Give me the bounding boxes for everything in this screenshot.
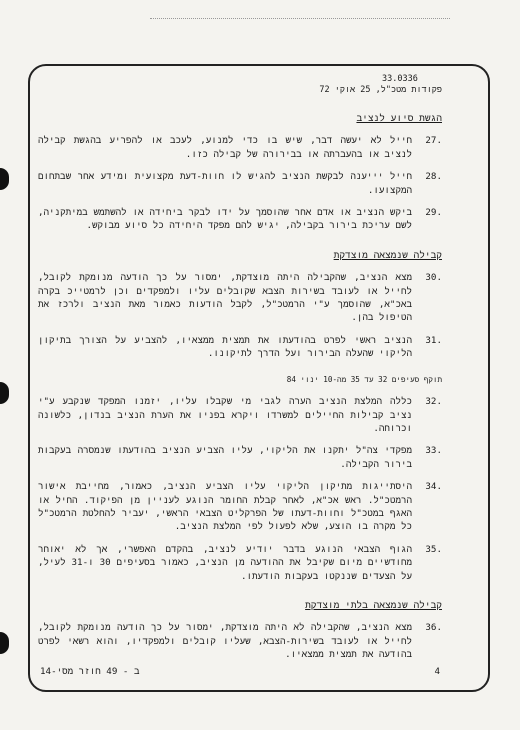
validity-note: תוקף סעיפים 32 עד 35 מה-10 ינוי 84	[286, 374, 442, 384]
paragraph	[38, 134, 442, 161]
paragraph	[38, 543, 442, 583]
section-heading: הגשת סיוע לנציב	[356, 113, 442, 124]
paragraph-text: הנציב ראשי לפרט בהודעתו את תמצית ממצאיו, להצביע על הצורך בתיקון הליקוי שהעלה הבירור ועל הדרך לתיקונו.	[38, 334, 412, 360]
page-footer	[40, 666, 440, 677]
date-line: פקודות מטכ"ל, 25 אוקי 72	[319, 85, 442, 95]
paragraph-number: .31	[425, 334, 442, 346]
top-dotted-line	[150, 18, 450, 29]
paragraph-text: כללה המלצת הנציב הערה לגבי מי שקבלו עליו, יזמנו המפקד שנקבע ע"י נציב קבילות החיילים למשרדו ויקרא בפניו את הערת הנציב בנדון, כלשונה וכרוחה.	[38, 396, 412, 434]
paragraph-text: הגוף הצבאי הנוגע בדבר יודיע לנציב, בהקדם האפשרי, אך לא יאוחר מחודשיים מיום שקיבל את ההודעה מן הנציב, כאמור בסעיפים 30 ו-31 לעיל, על הצעדים שננקטו בעקבות הודעתו.	[38, 543, 413, 582]
paragraph-number: .36	[425, 622, 442, 634]
paragraph-text: חייל לא יעשה דבר, שיש בו כדי למנוע, לעכב או להפריע בהגשת קבילה לנציב או בהעברתה או בבירורה של קבילה כזו.	[38, 135, 412, 160]
paragraph-text: מצא הנציב, שהקבילה היתה מוצדקת, ימסור על כך הודעה מנומקת לקובל, לחייל או לעובד בשירות הצבא שקובלים עליו ולמפקדים וכן לרמטייכ בקרה באכ"א, שהוסמך ע"י הרמטכ"ל, לקבל הודעות כאמור מאת הנציב ולרכז את הטיפול בהן.	[38, 272, 412, 324]
paragraph-text: חייל יייענה לבקשת הנציב להגיש לו חוות-דעת מקצועית ומידע אחר שבתחום המקצועו.	[38, 171, 412, 196]
paragraph	[38, 170, 442, 197]
paragraph-text: היסתייגות מתיקון הליקוי עליו הצביע הנציב, כאמור, מחייבת אישור הרמטכ"ל. ראש אכ"א, לאחר קבלת החומר הנוגע לעניין מן הפיקוד. החיל או האגף במטכ"ל וחוות-דעתו של הפרקליט הצבאי הראשי, יעביר להחלטת הרמטכ"ל כל מקרה בו הוצע, שלא לפעול לפי המלצת הנציב.	[38, 481, 412, 533]
paragraph-number: .27	[425, 135, 442, 147]
paragraph-number: .28	[425, 171, 442, 183]
paragraph-number: .35	[425, 543, 442, 555]
paragraph	[38, 621, 442, 661]
paragraph	[38, 395, 442, 435]
paragraph-text: מפקדי צה"ל יתקנו את הליקוי, עליו הצביע הנציב בהודעתו שנמסרה בעקבות בירור הקבילה.	[38, 445, 412, 470]
paragraph	[38, 334, 442, 361]
doc-number: 33.0336	[382, 74, 418, 84]
paragraph-number: .34	[425, 481, 442, 493]
document-body	[38, 66, 442, 662]
paragraph-number: .33	[425, 445, 442, 457]
section-heading: קבילה שנמצאה בלתי מוצדקת	[305, 599, 442, 611]
binder-hole	[0, 382, 9, 404]
document-header	[50, 74, 442, 96]
binder-hole	[0, 632, 9, 654]
paragraph	[38, 206, 442, 233]
sections-container	[38, 112, 442, 662]
paragraph-text: מצא הנציב, שהקבילה לא היתה מוצדקת, ימסור על כך הודעה מנומקת לקובל, לחייל או לעובד בשירות-הצבא, שעליו קובלים ולמפקדיו, והוא רשאי לפרט בהודעה את תמצית ממצאיו.	[38, 622, 412, 661]
paragraph	[38, 444, 442, 471]
paragraph-number: .29	[425, 207, 442, 219]
paragraph-number: .32	[425, 396, 442, 408]
footer-circular: 14-ב - 49 חוזר מסי	[40, 666, 140, 677]
paragraph-number: .30	[425, 272, 442, 284]
paragraph	[38, 271, 442, 325]
paragraph	[38, 480, 442, 534]
paragraph-text: ביקש הנציב או אדם אחר שהוסמך על ידו לבקר ביחידה או להשתמש במיתקניה, לשם עריכת בירור בקבילה, יגיש להם מפקד היחידה כל סיוע מבוקש.	[38, 207, 412, 232]
page-number: 4	[434, 666, 440, 677]
section-heading: קבילה שנמצאה מוצדקת	[333, 249, 442, 261]
binder-hole	[0, 168, 9, 190]
